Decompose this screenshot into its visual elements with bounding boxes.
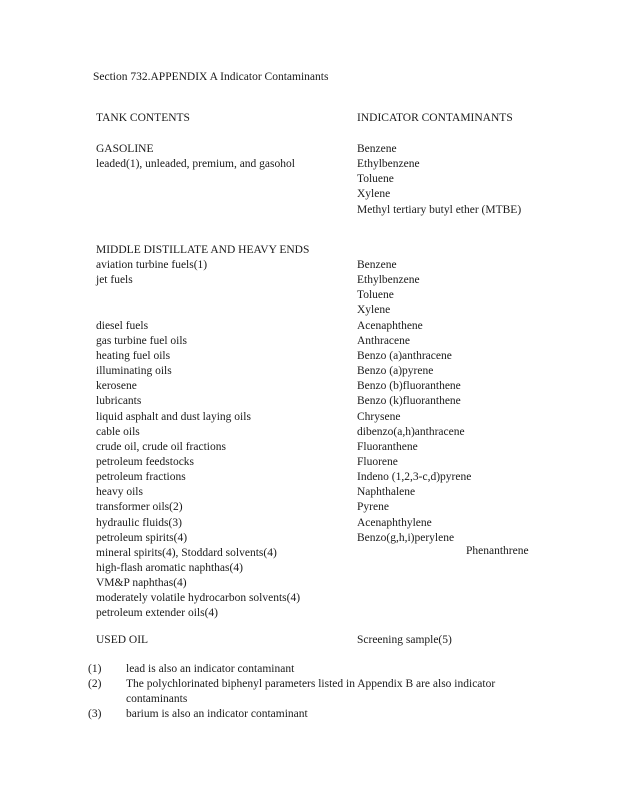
middle-distillate-contaminant-item: dibenzo(a,h)anthracene bbox=[357, 425, 465, 438]
middle-distillate-contaminant-item: Acenaphthylene bbox=[357, 516, 432, 529]
middle-distillate-content-item: petroleum spirits(4) bbox=[96, 531, 188, 544]
middle-distillate-contaminant-item: Fluoranthene bbox=[357, 440, 418, 453]
middle-distillate-content-item: heating fuel oils bbox=[96, 349, 171, 362]
middle-distillate-content-item: heavy oils bbox=[96, 486, 143, 499]
gasoline-heading: GASOLINE bbox=[96, 143, 154, 155]
footnote-number: (2) bbox=[88, 678, 102, 691]
footnote-text: The polychlorinated biphenyl parameters listed in Appendix B are also indicator bbox=[126, 678, 496, 691]
gasoline-contaminant-item: Methyl tertiary butyl ether (MTBE) bbox=[357, 203, 522, 216]
used-oil-indicator: Screening sample(5) bbox=[357, 634, 452, 646]
footnote-text: barium is also an indicator contaminant bbox=[126, 708, 308, 721]
middle-distillate-contaminant-item: Ethylbenzene bbox=[357, 274, 420, 287]
middle-distillate-contaminant-item: Naphthalene bbox=[357, 486, 416, 499]
gasoline-content-item: leaded(1), unleaded, premium, and gasohol bbox=[96, 158, 295, 170]
middle-distillate-content-item: gas turbine fuel oils bbox=[96, 334, 188, 347]
footnote-text: lead is also an indicator contaminant bbox=[126, 663, 295, 675]
column-header-indicator-contaminants: INDICATOR CONTAMINANTS bbox=[357, 112, 513, 124]
middle-distillate-heading: MIDDLE DISTILLATE AND HEAVY ENDS bbox=[96, 244, 310, 256]
middle-distillate-content-item: mineral spirits(4), Stoddard solvents(4) bbox=[96, 546, 277, 559]
middle-distillate-content-item: illuminating oils bbox=[96, 365, 172, 378]
middle-distillate-content-item: aviation turbine fuels(1) bbox=[96, 259, 208, 271]
gasoline-contaminant-item: Toluene bbox=[357, 173, 394, 186]
middle-distillate-content-item: crude oil, crude oil fractions bbox=[96, 440, 226, 453]
middle-distillate-content-item: cable oils bbox=[96, 425, 140, 438]
footnote-number: (1) bbox=[88, 663, 102, 675]
middle-distillate-contaminant-item: Indeno (1,2,3-c,d)pyrene bbox=[357, 471, 472, 484]
section-header: Section 732.APPENDIX A Indicator Contaminants bbox=[93, 71, 329, 83]
middle-distillate-content-item: kerosene bbox=[96, 380, 137, 393]
middle-distillate-content-item: transformer oils(2) bbox=[96, 501, 183, 514]
middle-distillate-contaminant-item: Xylene bbox=[357, 304, 391, 317]
phenanthrene-entry: Phenanthrene bbox=[466, 545, 529, 557]
footnote-number: (3) bbox=[88, 708, 102, 721]
middle-distillate-contaminant-item: Benzo (a)anthracene bbox=[357, 349, 452, 362]
middle-distillate-content-item: petroleum feedstocks bbox=[96, 455, 195, 468]
middle-distillate-content-item: VM&P naphthas(4) bbox=[96, 577, 187, 590]
middle-distillate-content-item: lubricants bbox=[96, 395, 142, 408]
middle-distillate-contaminant-item: Benzo (b)fluoranthene bbox=[357, 380, 461, 393]
middle-distillate-content-item: moderately volatile hydrocarbon solvents(4) bbox=[96, 592, 301, 605]
middle-distillate-contaminant-item: Benzo (k)fluoranthene bbox=[357, 395, 461, 408]
middle-distillate-content-item: diesel fuels bbox=[96, 319, 149, 332]
middle-distillate-contaminant-item: Chrysene bbox=[357, 410, 401, 423]
middle-distillate-contaminant-item: Fluorene bbox=[357, 455, 398, 468]
middle-distillate-contaminant-item: Benzo(g,h,i)perylene bbox=[357, 531, 455, 544]
middle-distillate-content-item: jet fuels bbox=[96, 274, 133, 287]
middle-distillate-contaminant-item: Toluene bbox=[357, 289, 394, 302]
middle-distillate-contaminant-item: Benzo (a)pyrene bbox=[357, 365, 434, 378]
used-oil-heading: USED OIL bbox=[96, 634, 149, 646]
column-header-tank-contents: TANK CONTENTS bbox=[96, 112, 190, 124]
gasoline-contaminant-item: Ethylbenzene bbox=[357, 158, 420, 171]
middle-distillate-contaminant-item: Benzene bbox=[357, 259, 397, 271]
middle-distillate-contaminant-item: Acenaphthene bbox=[357, 319, 423, 332]
footnote-text: contaminants bbox=[126, 693, 188, 706]
middle-distillate-contaminant-item: Pyrene bbox=[357, 501, 389, 514]
middle-distillate-content-item: hydraulic fluids(3) bbox=[96, 516, 182, 529]
middle-distillate-content-item: high-flash aromatic naphthas(4) bbox=[96, 562, 243, 574]
middle-distillate-content-item: liquid asphalt and dust laying oils bbox=[96, 410, 251, 423]
gasoline-contaminant-item: Xylene bbox=[357, 188, 391, 201]
middle-distillate-contaminant-item: Anthracene bbox=[357, 334, 410, 347]
middle-distillate-content-item: petroleum extender oils(4) bbox=[96, 607, 218, 620]
middle-distillate-content-item: petroleum fractions bbox=[96, 471, 186, 484]
gasoline-contaminant-item: Benzene bbox=[357, 143, 397, 155]
